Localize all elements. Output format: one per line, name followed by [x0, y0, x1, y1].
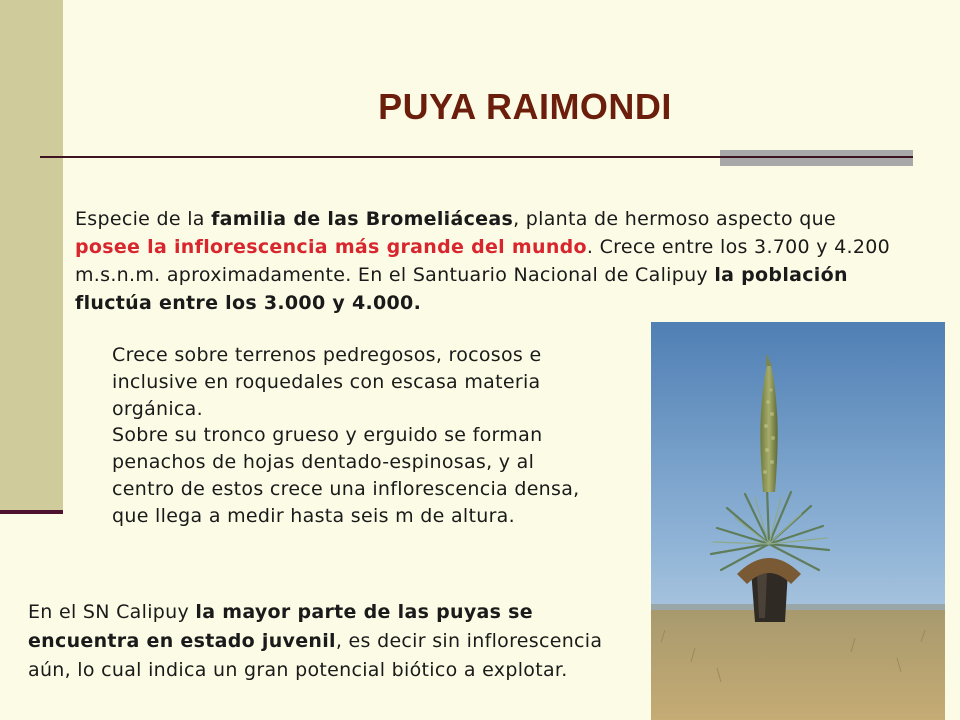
intro-text-1: Especie de la — [75, 208, 212, 230]
intro-bold-population: la población fluctúa entre los 3.000 y 4.000. — [75, 264, 848, 314]
intro-text-3: . Crece entre los 3.700 y 4.200 m.s.n.m. aproximadamente. En el Santuario Nacional de Calipuy — [75, 236, 891, 286]
sidebar-accent-line — [0, 510, 63, 514]
puya-raimondi-photo — [651, 322, 945, 720]
title-underline-accent — [720, 150, 913, 166]
status-text-2: , es decir sin inflorescencia aún, lo cual indica un gran potencial biótico a explotar. — [28, 630, 603, 681]
intro-paragraph — [75, 205, 905, 317]
habitat-text: Crece sobre terrenos pedregosos, rocosos e inclusive en roquedales con escasa materia orgánica. — [112, 344, 542, 420]
intro-text-2: , planta de hermoso aspecto que — [513, 208, 836, 230]
status-text-1: En el SN Calipuy — [28, 601, 196, 623]
intro-bold-family: familia de las Bromeliáceas — [211, 208, 514, 230]
left-sidebar-band — [0, 0, 63, 510]
morphology-text: Sobre su tronco grueso y erguido se forman penachos de hojas dentado-espinosas, y al centro de estos crece una inflorescencia densa, que llega a medir hasta seis m de altura. — [112, 424, 580, 527]
status-paragraph — [28, 598, 648, 685]
status-bold-juvenile: la mayor parte de las puyas se encuentra en estado juvenil — [28, 601, 533, 652]
habitat-paragraph — [112, 342, 592, 530]
intro-red-highlight: posee la inflorescencia más grande del mundo — [75, 236, 587, 258]
plant-image — [651, 322, 945, 720]
slide-title: PUYA RAIMONDI — [378, 86, 672, 127]
